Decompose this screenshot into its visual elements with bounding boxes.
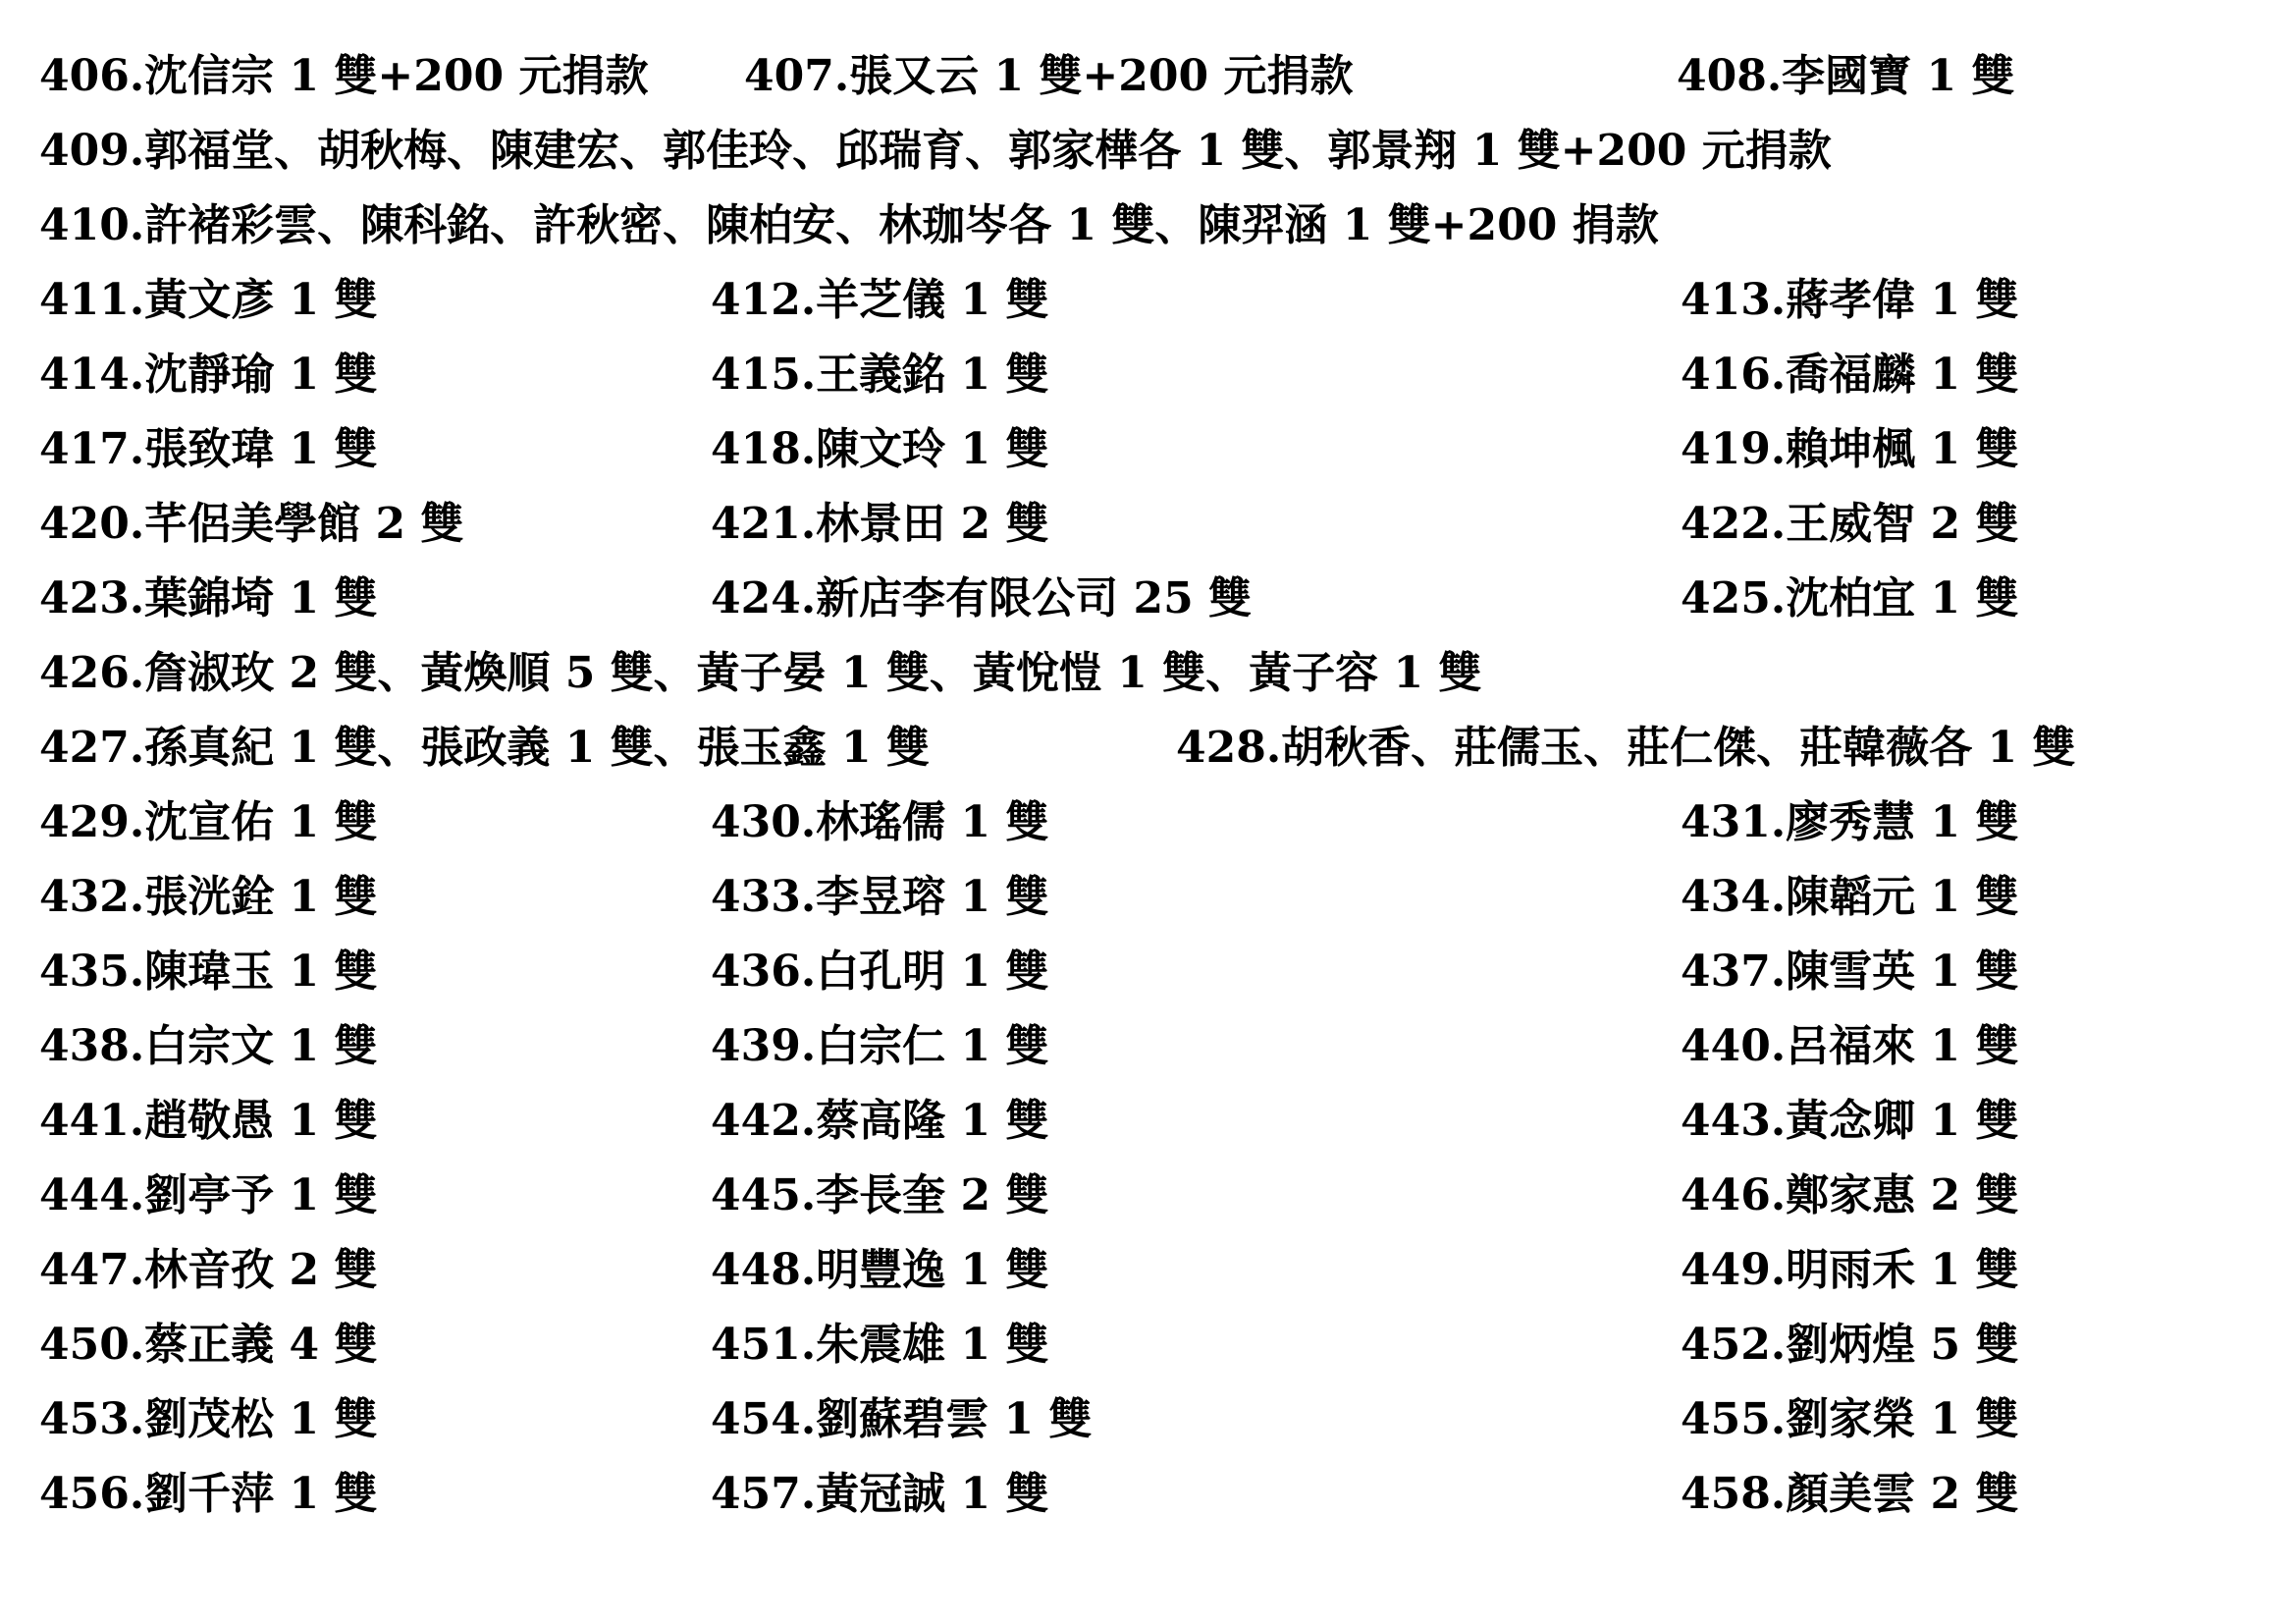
donor-entry: 438.白宗文 1 雙 (39, 1021, 378, 1071)
donor-entry: 444.劉亭予 1 雙 (39, 1170, 378, 1220)
donor-entry: 424.新店李有限公司 25 雙 (711, 573, 1253, 623)
donor-entry: 442.蔡高隆 1 雙 (711, 1096, 1049, 1146)
donor-entry: 448.明豐逸 1 雙 (711, 1245, 1049, 1295)
donor-entry: 415.王義銘 1 雙 (711, 350, 1049, 400)
donor-entry: 443.黃念卿 1 雙 (1681, 1096, 2019, 1146)
donor-entry: 411.黃文彥 1 雙 (39, 275, 378, 325)
donor-entry: 429.沈宣佑 1 雙 (39, 797, 378, 847)
donor-entry: 414.沈靜瑜 1 雙 (39, 350, 378, 400)
donor-entry: 450.蔡正義 4 雙 (39, 1320, 378, 1370)
donor-entry: 427.孫真紀 1 雙、張政義 1 雙、張玉鑫 1 雙 (39, 723, 930, 773)
donor-entry: 425.沈柏宜 1 雙 (1681, 573, 2019, 623)
donor-entry: 423.葉錦埼 1 雙 (39, 573, 378, 623)
donor-entry: 455.劉家榮 1 雙 (1681, 1394, 2019, 1444)
donor-entry: 406.沈信宗 1 雙+200 元捐款 (39, 51, 649, 101)
donor-entry: 410.許褚彩雲、陳科銘、許秋密、陳柏安、林珈岑各 1 雙、陳羿涵 1 雙+200 捐款 (39, 200, 1659, 250)
donor-entry: 456.劉千萍 1 雙 (39, 1469, 378, 1519)
donor-entry: 434.陳韜元 1 雙 (1681, 872, 2019, 922)
donor-entry: 417.張致瑋 1 雙 (39, 424, 378, 474)
donor-entry: 407.張又云 1 雙+200 元捐款 (744, 51, 1354, 101)
donor-entry: 449.明雨禾 1 雙 (1681, 1245, 2019, 1295)
donor-entry: 418.陳文玲 1 雙 (711, 424, 1049, 474)
donor-entry: 453.劉茂松 1 雙 (39, 1394, 378, 1444)
donor-entry: 430.林瑤儒 1 雙 (711, 797, 1049, 847)
donor-entry: 420.芊侶美學館 2 雙 (39, 499, 464, 549)
donor-entry: 419.賴坤楓 1 雙 (1681, 424, 2019, 474)
donor-entry: 432.張洸銓 1 雙 (39, 872, 378, 922)
donor-entry: 451.朱震雄 1 雙 (711, 1320, 1049, 1370)
donor-entry: 454.劉蘇碧雲 1 雙 (711, 1394, 1093, 1444)
donor-entry: 436.白孔明 1 雙 (711, 947, 1049, 997)
donor-entry: 441.趙敬愚 1 雙 (39, 1096, 378, 1146)
donor-entry: 413.蔣孝偉 1 雙 (1681, 275, 2019, 325)
donor-entry: 446.鄭家惠 2 雙 (1681, 1170, 2019, 1220)
donor-entry: 435.陳瑋玉 1 雙 (39, 947, 378, 997)
donor-entry: 431.廖秀慧 1 雙 (1681, 797, 2019, 847)
donor-entry: 408.李國寶 1 雙 (1677, 51, 2015, 101)
donor-entry: 458.顏美雲 2 雙 (1681, 1469, 2019, 1519)
donor-entry: 409.郭福堂、胡秋梅、陳建宏、郭佳玲、邱瑞育、郭家樺各 1 雙、郭景翔 1 雙+200 元捐款 (39, 126, 1832, 176)
donor-entry: 445.李長奎 2 雙 (711, 1170, 1049, 1220)
donor-entry: 426.詹淑玫 2 雙、黃煥順 5 雙、黃子晏 1 雙、黃悅愷 1 雙、黃子容 1 雙 (39, 648, 1482, 698)
donor-entry: 422.王威智 2 雙 (1681, 499, 2019, 549)
donor-entry: 447.林音孜 2 雙 (39, 1245, 378, 1295)
donor-entry: 428.胡秋香、莊儒玉、莊仁傑、莊韓薇各 1 雙 (1176, 723, 2076, 773)
donor-entry: 439.白宗仁 1 雙 (711, 1021, 1049, 1071)
donor-entry: 416.喬福麟 1 雙 (1681, 350, 2019, 400)
donor-entry: 437.陳雪英 1 雙 (1681, 947, 2019, 997)
donor-entry: 433.李昱瑢 1 雙 (711, 872, 1049, 922)
donor-entry: 452.劉炳煌 5 雙 (1681, 1320, 2019, 1370)
donor-entry: 412.羊芝儀 1 雙 (711, 275, 1049, 325)
donor-entry: 440.呂福來 1 雙 (1681, 1021, 2019, 1071)
donor-entry: 421.林景田 2 雙 (711, 499, 1049, 549)
donor-entry: 457.黃冠誠 1 雙 (711, 1469, 1049, 1519)
